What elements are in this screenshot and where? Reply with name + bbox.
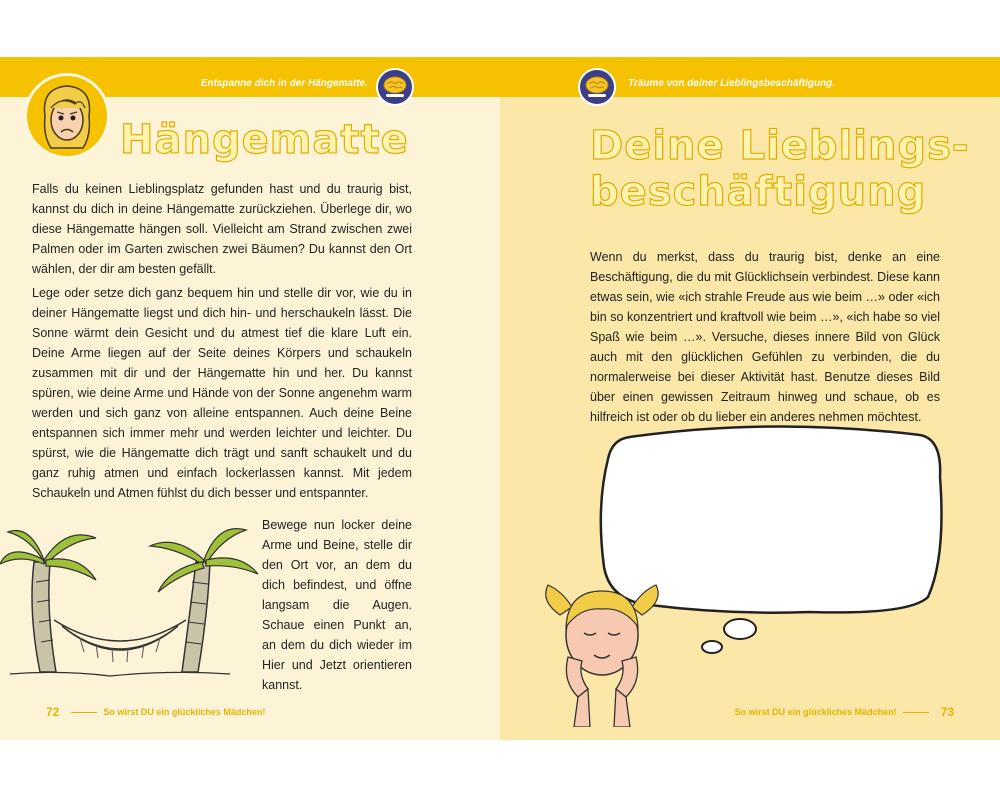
left-footer — [40, 705, 265, 719]
page-title: Hängematte — [120, 117, 409, 163]
right-footer — [735, 705, 960, 719]
paragraph: Falls du keinen Lieblingsplatz gefunden hast und du traurig bist, kannst du dich in deine Hängematte zurückziehen. Überlege dir, wo diese Hängematte hängen soll. Vielleicht am Strand zwischen zwei Palmen oder im Garten zwischen zwei Bäumen? Du kannst den Ort wählen, der dir am besten gefällt. — [32, 182, 412, 276]
right-banner — [500, 57, 1000, 97]
page-number: 73 — [940, 705, 954, 719]
palm-hammock-illustration — [0, 502, 260, 687]
right-banner-text: Träume von deiner Lieblingsbeschäftigung. — [628, 78, 836, 89]
page-number: 72 — [46, 705, 60, 719]
sad-girl-portrait-icon — [24, 73, 110, 159]
footer-text: So wirst DU ein glückliches Mädchen! — [103, 707, 266, 717]
book-spread — [0, 57, 1000, 740]
paragraph: Wenn du merkst, dass du traurig bist, denke an eine Beschäftigung, die du mit Glücklichsein verbindest. Diese kann etwas sein, wie «ich strahle Freude aus wie beim …» oder «ich bin so konzentriert und kraftvoll wie beim …», «ich habe so viel Spaß wie beim …». Versuche, dieses innere Bild von Glück auch mit den glücklichen Gefühlen zu verbinden, die du normalerweise bei dieser Aktivität hast. Benutze dieses Bild über einen gewissen Zeitraum hinweg und schaue, ob es hilfreich ist oder ob du lieber ein anderes nehmen möchtest. — [590, 250, 940, 424]
footer-rule — [903, 712, 929, 713]
paragraph: Bewege nun locker deine Arme und Beine, stelle dir den Ort vor, an dem du dich befindest, und öffne langsam die Augen. Schaue einen Punkt an, an dem du dich wieder im Hier und Jetzt orientieren kannst. — [262, 518, 412, 692]
daydreaming-girl-illustration — [538, 557, 668, 727]
page-title — [590, 123, 969, 215]
page-title-line2: beschäftigung — [590, 169, 927, 215]
footer-text: So wirst DU ein glückliches Mädchen! — [734, 707, 897, 717]
footer-rule — [71, 712, 97, 713]
brain-icon — [578, 68, 616, 106]
left-banner-text: Entspanne dich in der Hängematte. — [200, 78, 368, 89]
page-title-line1: Deine Lieblings- — [590, 123, 970, 169]
paragraph: Lege oder setze dich ganz bequem hin und stelle dir vor, wie du in deiner Hängematte liegst und dich hin- und herschaukeln lässt. Die Sonne wärmt dein Gesicht und du atmest tief die klare Luft ein. Deine Arme liegen auf der Seite deines Körpers und schaukeln zusammen mit dir und der Hängematte hin und her. Du kannst spüren, wie deine Arme und Hände von der Sonne angenehm warm werden und sich ganz von alleine entspannen. Auch deine Beine entspannen sich immer mehr und werden leichter und leichter. Du spürst, wie die Hängematte dich trägt und sanft schaukelt und du ganz ruhig atmen und einfach lockerlassen kannst. Mit jedem Schaukeln und Atmen fühlst du dich besser und entspannter. — [32, 286, 412, 500]
left-page — [0, 57, 500, 740]
right-page — [500, 57, 1000, 740]
brain-icon — [376, 68, 414, 106]
